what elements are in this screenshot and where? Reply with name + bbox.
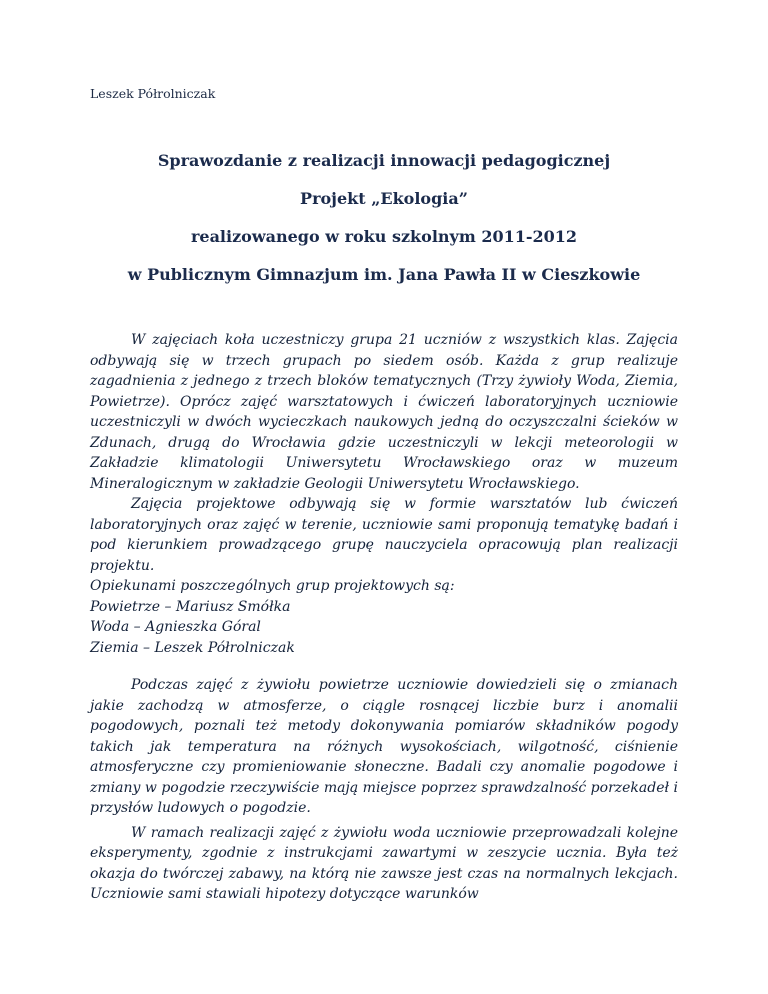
school-name-line: w Publicznym Gimnazjum im. Jana Pawła II w Cieszkowie (127, 265, 641, 284)
paragraph-air: Podczas zajęć z żywiołu powietrze uczniowie dowiedzieli się o zmianach jakie zachodzą w atmosferze, o ciągle rosnącej liczbie burz i anomalii pogodowych, poznali też metody dokonywania pomiarów składników pogody takich jak temperatura na różnych wysokościach, wilgotność, ciśnienie atmosferyczne czy promieniowanie słoneczne. Badali czy anomalie pogodowe i zmiany w pogodzie rzeczywiście mają miejsce poprzez sprawdzalność porzekadeł i przysłów ludowych o pogodzie. (90, 677, 678, 816)
document-title: Sprawozdanie z realizacji innowacji pedagogicznej (157, 151, 611, 170)
supervisor-item: Woda – Agnieszka Góral (90, 619, 261, 635)
paragraph-participants: W zajęciach koła uczestniczy grupa 21 uczniów z wszystkich klas. Zajęcia odbywają się w trzech grupach po siedem osób. Każda z grup realizuje zagadnienia z jednego z trzech bloków tematycznych (Trzy żywioły Woda, Ziemia, Powietrze). Oprócz zajęć warsztatowych i ćwiczeń laboratoryjnych uczniowie uczestniczyli w dwóch wycieczkach naukowych jedną do oczyszczalni ścieków w Zdunach, drugą do Wrocławia gdzie uczestniczyli w lekcji meteorologii w Zakładzie klimatologii Uniwersytetu Wrocławskiego oraz w muzeum Mineralogicznym w zakładzie Geologii Uniwersytetu Wrocławskiego. (90, 332, 678, 492)
supervisor-item: Ziemia – Leszek Półrolniczak (90, 639, 295, 656)
supervisors-heading: Opiekunami poszczególnych grup projektowych są: (90, 578, 455, 594)
document-body (90, 330, 678, 905)
author-name: Leszek Półrolniczak (90, 86, 216, 101)
project-title: Projekt „Ekologia” (300, 189, 468, 208)
paragraph-project-format: Zajęcia projektowe odbywają się w formie warsztatów lub ćwiczeń laboratoryjnych oraz zajęć w terenie, uczniowie sami proponują tematykę badań i pod kierunkiem prowadzącego grupę nauczyciela opracowują plan realizacji projektu. (90, 496, 678, 574)
supervisor-item: Powietrze – Mariusz Smółka (90, 598, 291, 615)
document-title-block (60, 142, 708, 294)
school-year-line: realizowanego w roku szkolnym 2011-2012 (190, 227, 578, 246)
paragraph-water: W ramach realizacji zajęć z żywiołu woda uczniowie przeprowadzali kolejne eksperymenty, zgodnie z instrukcjami zawartymi w zeszycie ucznia. Była też okazja do twórczej zabawy, na którą nie zawsze jest czas na normalnych lekcjach. Uczniowie sami stawiali hipotezy dotyczące warunków (90, 824, 678, 902)
